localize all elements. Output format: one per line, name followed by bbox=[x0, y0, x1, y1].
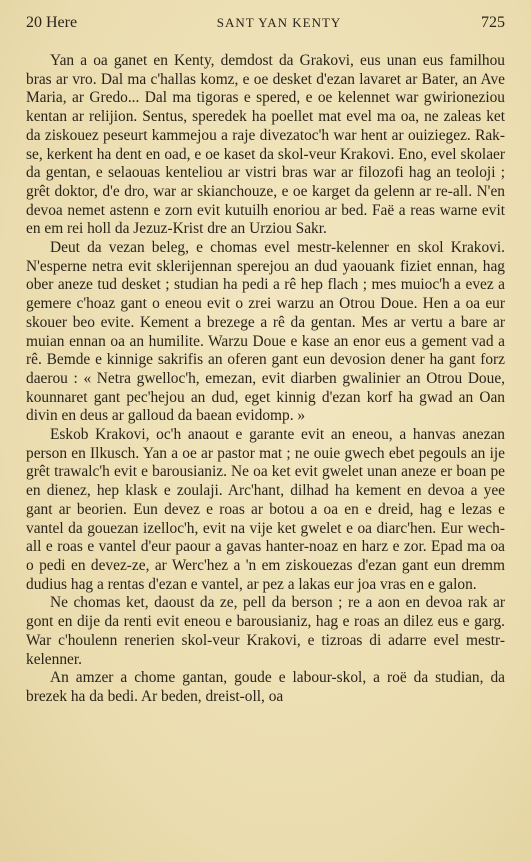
header-date: 20 Here bbox=[26, 14, 78, 31]
paragraph-3: Eskob Krakovi, oc'h anaout e garante evit an eneou, a hanvas anezan person en Ilkusch. Yan a oe ar pastor mat ; ne ouie gwech ebet pegouls an ije grêt trawalc'h evit e barousianiz. Ne oa ket evit gwelet unan aneze er boan pe en dienez, hep klask e zoulaji. Arc'hant, dilhad ha kement en devoa a yee gant ar beorien. Eun devez e roas ar botou a oa en e dreid, hag e lezas e vantel da gouezan izelloc'h, evit na vije ket gwelet e oa diarc'hen. Eur wech-all e roas e vantel d'eur paour a gavas hanter-noaz en harz e zor. Epad ma oa o pedi en devez-ze, ar Werc'hez a 'n em ziskouezas d'ezan gant eun dremm dudius hag a rentas d'ezan e vantel, ar pez a lakas eur joa vras en e galon. bbox=[26, 426, 505, 593]
header-title: SANT YAN KENTY bbox=[216, 15, 342, 30]
paragraph-1: Yan a oa ganet en Kenty, demdost da Grakovi, eus unan eus familhou bras ar vro. Dal ma c'hallas komz, e oe desket d'ezan lavaret ar Bater, an Ave Maria, ar Gredo... Dal ma tigoras e spered, e oe kelennet war gwirioneziou kentan ar relijion. Sentus, speredek ha poellet mat evel ma oa, ne zaleas ket da ziskouez peseurt kammejou a raje divezatoc'h war hent ar ouiziegez. Rak-se, kerkent ha dent en oad, e oe kaset da skol-veur Krakovi. Eno, evel skolaer da gentan, e selaouas kenteliou ar vistri bras war ar filozofi hag an teoloji ; grêt doktor, d'e dro, war ar skianchouze, e oe karget da gelenn ar re-all. N'en devoa nemet astenn e zorn evit kutuilh enoriou ar bed. Faë a reas warne evit en em rei holl da Jezuz-Krist dre an Urziou Sakr. bbox=[26, 52, 505, 238]
paragraph-4: Ne chomas ket, daoust da ze, pell da berson ; re a aon en devoa rak ar gont en dije da renti evit eneou e barousianiz, hag e roas an dilez eus e garg. War c'houlenn renerien skol-veur Krakovi, e tizroas di adarre evel mestr-kelenner. bbox=[26, 594, 505, 668]
paragraph-2: Deut da vezan beleg, e chomas evel mestr-kelenner en skol Krakovi. N'esperne netra evit sklerijennan sperejou an dud yaouank fiziet ennan, hag ober aneze tud desket ; studian ha pedi a rê hep flach ; mes muioc'h a evez a gemere c'hoaz gant o eneou evit o zrei warzu an Otrou Doue. Hen a oa eur skouer beo evite. Kement a brezege a rê da gentan. Mes ar vertu a bare ar muian ennan oa an humilite. Warzu Doue e kase an enor eus a gement vad a rê. Bemde e kinnige sakrifis an oferen gant eun devosion dener ha gant forz daerou : « Netra gwelloc'h, emezan, evit diarben gwalinier an Otrou Doue, kounnaret gant pec'hejou an dud, eget kinnig d'ezan korf ha gwad an Oan divin en deus ar galloud da baean evidomp. » bbox=[26, 239, 505, 425]
paragraph-5: An amzer a chome gantan, goude e labour-skol, a roë da studian, da brezek ha da bedi. Ar beden, dreist-oll, oa bbox=[26, 669, 505, 705]
body-text bbox=[26, 52, 505, 707]
page-number: 725 bbox=[481, 14, 505, 31]
running-header bbox=[26, 14, 505, 40]
